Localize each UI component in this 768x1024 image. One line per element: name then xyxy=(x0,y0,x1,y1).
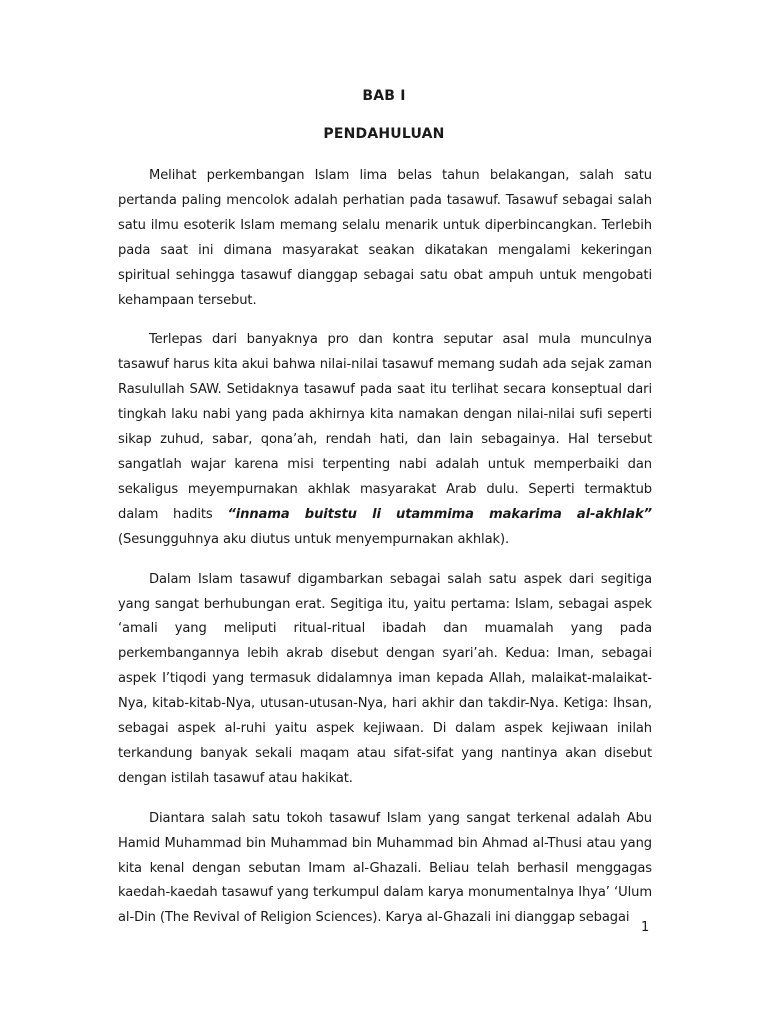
chapter-title: PENDAHULUAN xyxy=(323,126,445,142)
paragraph-3: Dalam Islam tasawuf digambarkan sebagai salah satu aspek dari segitiga yang sangat berhubungan erat. Segitiga itu, yaitu pertama: Islam, sebagai aspek ‘amali yang meliputi ritual-ritual ibadah dan muamalah yang pada perkembangannya lebih akrab disebut dengan syari’ah. Kedua: Iman, sebagai aspek I’tiqodi yang termasuk didalamnya iman kepada Allah, malaikat-malaikat-Nya, kitab-kitab-Nya, utusan-utusan-Nya, hari akhir dan takdir-Nya. Ketiga: Ihsan, sebagai aspek al-ruhi yaitu aspek kejiwaan. Di dalam aspek kejiwaan inilah terkandung banyak sekali maqam atau sifat-sifat yang nantinya akan disebut dengan istilah tasawuf atau hakikat. xyxy=(118,571,652,786)
chapter-number: BAB I xyxy=(362,88,406,104)
body-text xyxy=(118,164,652,946)
paragraph-2-text-before: Terlepas dari banyaknya pro dan kontra seputar asal mula munculnya tasawuf harus kita akui bahwa nilai-nilai tasawuf memang sudah ada sejak zaman Rasulullah SAW. Setidaknya tasawuf pada saat itu terlihat secara konseptual dari tingkah laku nabi yang pada akhirnya kita namakan dengan nilai-nilai sufi seperti sikap zuhud, sabar, qona’ah, rendah hati, dan lain sebagainya. Hal tersebut sangatlah wajar karena misi terpenting nabi adalah untuk memperbaiki dan sekaligus meyempurnakan akhlak masyarakat Arab dulu. Seperti termaktub dalam hadits xyxy=(118,332,652,522)
paragraph-2 xyxy=(118,328,652,552)
paragraph-1: Melihat perkembangan Islam lima belas tahun belakangan, salah satu pertanda paling mencolok adalah perhatian pada tasawuf. Tasawuf sebagai salah satu ilmu esoterik Islam memang selalu menarik untuk diperbincangkan. Terlebih pada saat ini dimana masyarakat seakan dikatakan mengalami kekeringan spiritual sehingga tasawuf dianggap sebagai satu obat ampuh untuk mengobati kehampaan tersebut. xyxy=(118,168,652,308)
hadith-quote: “innama buitstu li utammima makarima al-akhlak” xyxy=(227,506,652,522)
paragraph-4: Diantara salah satu tokoh tasawuf Islam yang sangat terkenal adalah Abu Hamid Muhammad bin Muhammad bin Muhammad bin Ahmad al-Thusi atau yang kita kenal dengan sebutan Imam al-Ghazali. Beliau telah berhasil menggagas kaedah-kaedah tasawuf yang terkumpul dalam karya monumentalnya Ihya’ ‘Ulum al-Din (The Revival of Religion Sciences). Karya al-Ghazali ini dianggap sebagai xyxy=(118,810,652,926)
paragraph-2-text-after: (Sesungguhnya aku diutus untuk menyempurnakan akhlak). xyxy=(118,531,510,547)
page-number: 1 xyxy=(641,920,650,935)
